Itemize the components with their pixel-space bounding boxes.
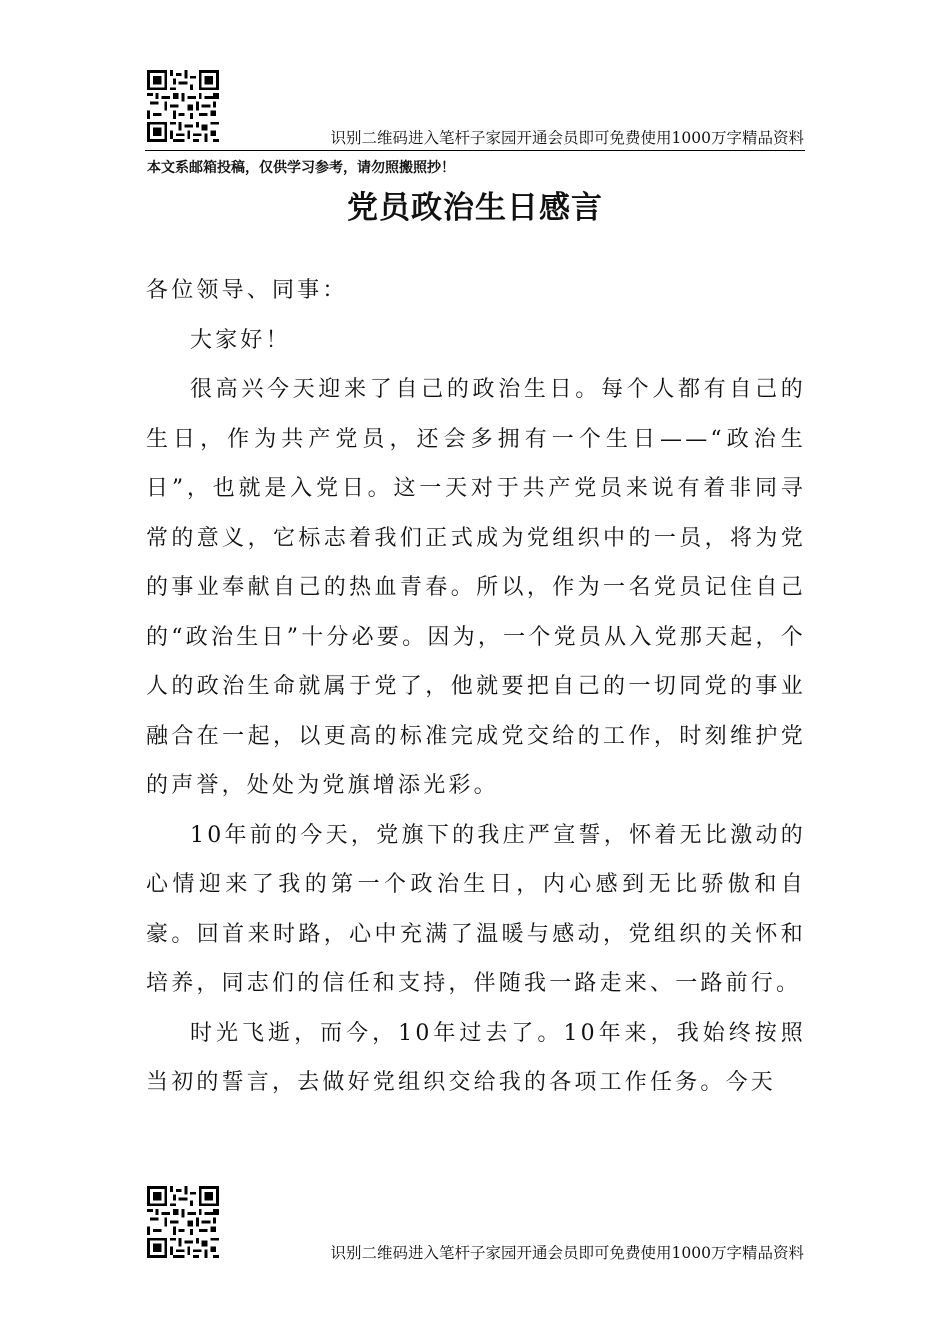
salutation: 各位领导、同事：: [146, 278, 348, 303]
copyright-notice: 本文系邮箱投稿，仅供学习参考，请勿照搬照抄！: [147, 160, 455, 176]
article-body: [146, 266, 806, 1108]
header-tagline: 识别二维码进入笔杆子家园开通会员即可免费使用1000万字精品资料: [330, 129, 804, 147]
page-title: 党员政治生日感言: [347, 190, 603, 226]
footer-tagline: 识别二维码进入笔杆子家园开通会员即可免费使用1000万字精品资料: [330, 1244, 804, 1262]
body-paragraph: 很高兴今天迎来了自己的政治生日。每个人都有自己的生日，作为共产党员，还会多拥有一个生日——“政治生日”，也就是入党日。这一天对于共产党员来说有着非同寻常的意义，它标志着我们正式成为党组织中的一员，将为党的事业奉献自己的热血青春。所以，作为一名党员记住自己的“政治生日”十分必要。因为，一个党员从入党那天起，个人的政治生命就属于党了，他就要把自己的一切同党的事业融合在一起，以更高的标准完成党交给的工作，时刻维护党的声誉，处处为党旗增添光彩。: [146, 377, 806, 798]
body-paragraph: 10年前的今天，党旗下的我庄严宣誓，怀着无比激动的心情迎来了我的第一个政治生日，内心感到无比骄傲和自豪。回首来时路，心中充满了温暖与感动，党组织的关怀和培养，同志们的信任和支持，伴随我一路走来、一路前行。: [146, 822, 806, 996]
body-paragraph: 时光飞逝，而今，10年过去了。10年来，我始终按照当初的誓言，去做好党组织交给我的各项工作任务。今天: [146, 1020, 806, 1095]
greeting-paragraph: 大家好！: [190, 327, 291, 353]
footer-qr-code-icon[interactable]: [147, 1186, 219, 1258]
